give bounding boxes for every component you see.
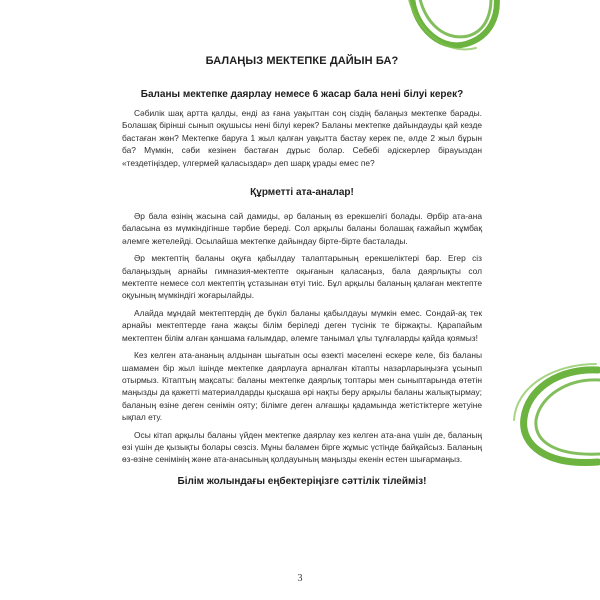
intro-paragraph: Сәбилік шақ артта қалды, енді аз ғана уақыттан соң сіздің балаңыз мектепке барады. Болашақ бірінші сынып оқушысы нені білуі керек? Баланы мектепке дайындауды қай кезде бастаған жөн? Мектепке баруға 1 жыл қалған уақытта бастау керек пе, әлде 2 жыл бұрын ба? Мүмкін, сәби кезінен бастаған дұрыс болар. Себебі әдіскерлер бірауыздан «тездетіңіздер, үлгермей қаласыздар» деп шарқ ұрады емес пе? (122, 108, 482, 168)
page-content (122, 55, 482, 487)
body-paragraph: Кез келген ата-ананың алдынан шығатын осы өзекті мәселені ескере келе, біз баланы шамамен бір жыл ішінде мектепке даярлауға арналған кітапты назарларыңызға ұсынып отырмыз. Кітаптың мақсаты: баланы мектепке даярлық топтары мен сыныптарында өтетін маңызды да қажетті материалдарды қысқаша әрі нақты беру арқылы баланы жалықтырмау; баланың өзіне деген сенімін ояту; білімге деген алғашқы қадамында жетістіктерге жетуіне ықпал ету. (122, 350, 482, 423)
body-paragraph: Осы кітап арқылы баланы үйден мектепке даярлау кез келген ата-ана үшін де, баланың өзі үшін де қызықты болары сөзсіз. Мұны баламен бірге жұмыс үстінде байқайсыз. Баланың өз-өзіне сенімінің және ата-анасының қолдауының маңызды екенін естен шығармаңыз. (122, 429, 482, 465)
body-paragraph: Әр бала өзінің жасына сай дамиды, әр баланың өз ерекшелігі болады. Әрбір ата-ана баласына өз мүмкіндігінше тәрбие береді. Сол арқылы баланы болашақ ғажайып жұмбақ әлемге жетелейді. Осылайша мектепке дайындау бірте-бірте басталады. (122, 211, 482, 246)
green-brush-circle-right-decoration (498, 362, 600, 470)
body-paragraph: Алайда мұндай мектептердің де бүкіл баланы қабылдауы мүмкін емес. Сондай-ақ тек арнайы мектептерде ғана жақсы білім беріледі деген түсінік те біржақты. Қарапайым мектептен білім алған қаншама ғалымдар, әлемге танымал ұлы тұлғаларды қайда қоямыз! (122, 307, 482, 343)
page-number: 3 (297, 573, 303, 584)
section-subtitle: Баланы мектепке даярлау немесе 6 жасар бала нені білуі керек? (140, 89, 464, 100)
greeting-heading: Құрметті ата-аналар! (250, 187, 354, 199)
body-paragraph: Әр мектептің баланы оқуға қабылдау талаптарының ерекшеліктері бар. Егер сіз балаңыздың арнайы гимназия-мектепте оқығанын қаласаңыз, бала даярлықты сол мектепте немесе сол мектептің ұстазынан өтуі тиіс. Бұл арқылы баланың қалаған мектепте оқуының мүмкіндігі жоғарылайды. (122, 253, 482, 301)
page-title: БАЛАҢЫЗ МЕКТЕПКЕ ДАЙЫН БА? (205, 55, 399, 67)
closing-heading: Білім жолындағы еңбектеріңізге сәттілік тілейміз! (177, 475, 427, 487)
